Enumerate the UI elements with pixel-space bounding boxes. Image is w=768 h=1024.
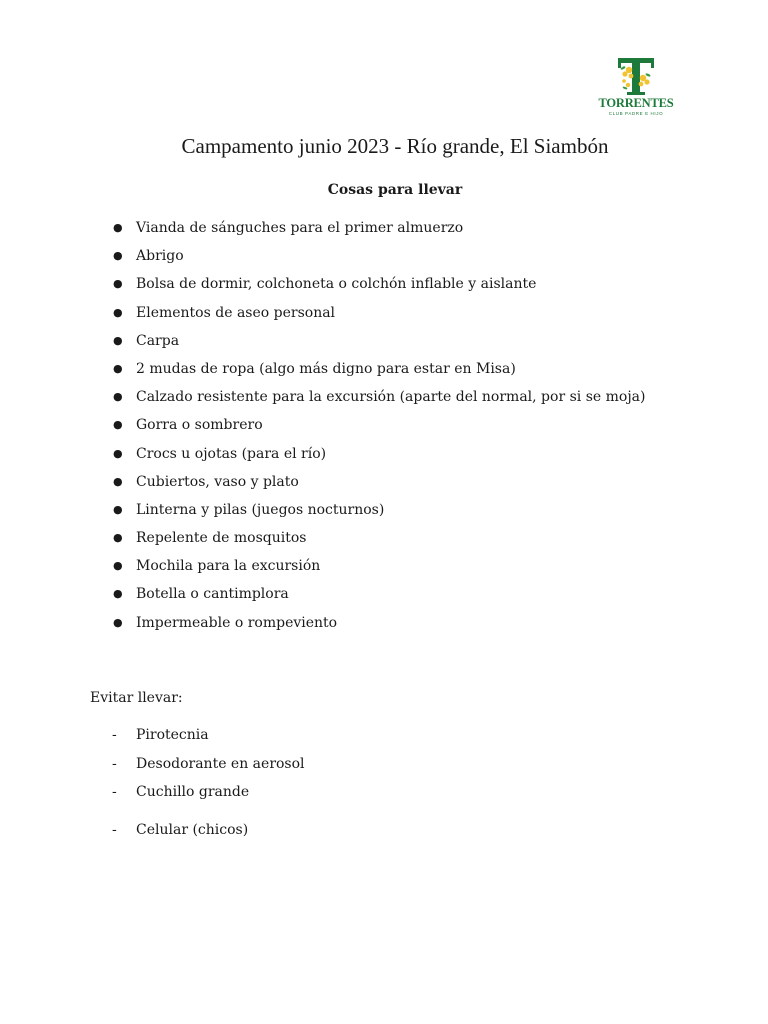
list-item	[0, 329, 768, 357]
avoid-list	[0, 723, 768, 846]
list-item	[0, 442, 768, 470]
list-item-text: Vianda de sánguches para el primer almuerzo	[136, 220, 464, 236]
list-item-text: Calzado resistente para la excursión (aparte del normal, por si se moja)	[136, 389, 646, 406]
avoid-list-item	[0, 752, 768, 781]
bullet-icon: ●	[113, 502, 123, 516]
avoid-heading: Evitar llevar:	[90, 690, 183, 706]
bullet-icon: ●	[113, 587, 123, 601]
list-item	[0, 526, 768, 554]
avoid-item-text: Desodorante en aerosol	[136, 755, 305, 772]
list-item	[0, 554, 768, 582]
avoid-list-item	[0, 780, 768, 809]
list-item-text: Crocs u ojotas (para el río)	[136, 445, 327, 462]
list-item-text: Abrigo	[136, 248, 184, 265]
list-item-text: Elementos de aseo personal	[136, 304, 336, 321]
bullet-icon: ●	[113, 305, 123, 319]
bullet-icon: ●	[113, 249, 123, 263]
list-item	[0, 385, 768, 413]
list-item	[0, 301, 768, 329]
list-item-text: Linterna y pilas (juegos nocturnos)	[136, 501, 385, 518]
bullet-icon: ●	[113, 615, 123, 629]
avoid-item-text: Pirotecnia	[136, 727, 209, 743]
packing-list	[0, 216, 768, 639]
bullet-icon: ●	[113, 361, 123, 375]
list-item-text: Botella o cantimplora	[136, 586, 289, 603]
avoid-list-item	[0, 723, 768, 752]
bullet-icon: ●	[113, 221, 123, 234]
avoid-item-text: Celular (chicos)	[136, 821, 249, 838]
list-item-text: Impermeable o rompeviento	[136, 614, 338, 631]
list-item	[0, 244, 768, 272]
bullet-icon: ●	[113, 277, 123, 291]
list-item	[0, 413, 768, 441]
list-item	[0, 216, 768, 244]
logo-tagline: CLUB PADRE E HIJO	[608, 111, 664, 116]
bullet-icon: ●	[113, 418, 123, 432]
list-item-text: Bolsa de dormir, colchoneta o colchón inflable y aislante	[136, 276, 537, 293]
bullet-icon: ●	[113, 446, 123, 460]
list-item	[0, 498, 768, 526]
avoid-list-item	[0, 818, 768, 847]
list-item	[0, 611, 768, 639]
document-title: Campamento junio 2023 - Río grande, El Siambón	[181, 134, 609, 158]
bullet-icon: ●	[113, 333, 123, 347]
letter-t-with-flowers-icon	[594, 48, 678, 98]
bullet-icon: ●	[113, 390, 123, 404]
list-item	[0, 357, 768, 385]
bullet-icon: ●	[113, 531, 123, 545]
list-item-text: 2 mudas de ropa (algo más digno para estar en Misa)	[136, 360, 516, 377]
list-item-text: Cubiertos, vaso y plato	[136, 473, 299, 490]
list-item	[0, 470, 768, 498]
bullet-icon: ●	[113, 559, 123, 573]
dash-marker: -	[112, 784, 117, 800]
list-item-text: Gorra o sombrero	[136, 417, 263, 434]
bullet-icon: ●	[113, 474, 123, 488]
list-item	[0, 272, 768, 300]
list-item-text: Repelente de mosquitos	[136, 530, 307, 547]
logo-wordmark: TORRENTES	[598, 96, 674, 110]
list-item-text: Carpa	[136, 332, 180, 349]
avoid-item-text: Cuchillo grande	[136, 784, 250, 800]
section-subtitle: Cosas para llevar	[327, 182, 463, 198]
dash-marker: -	[112, 727, 117, 743]
list-item	[0, 582, 768, 610]
torrentes-logo	[594, 48, 678, 124]
list-item-text: Mochila para la excursión	[136, 558, 321, 575]
dash-marker: -	[112, 821, 117, 838]
dash-marker: -	[112, 755, 117, 772]
